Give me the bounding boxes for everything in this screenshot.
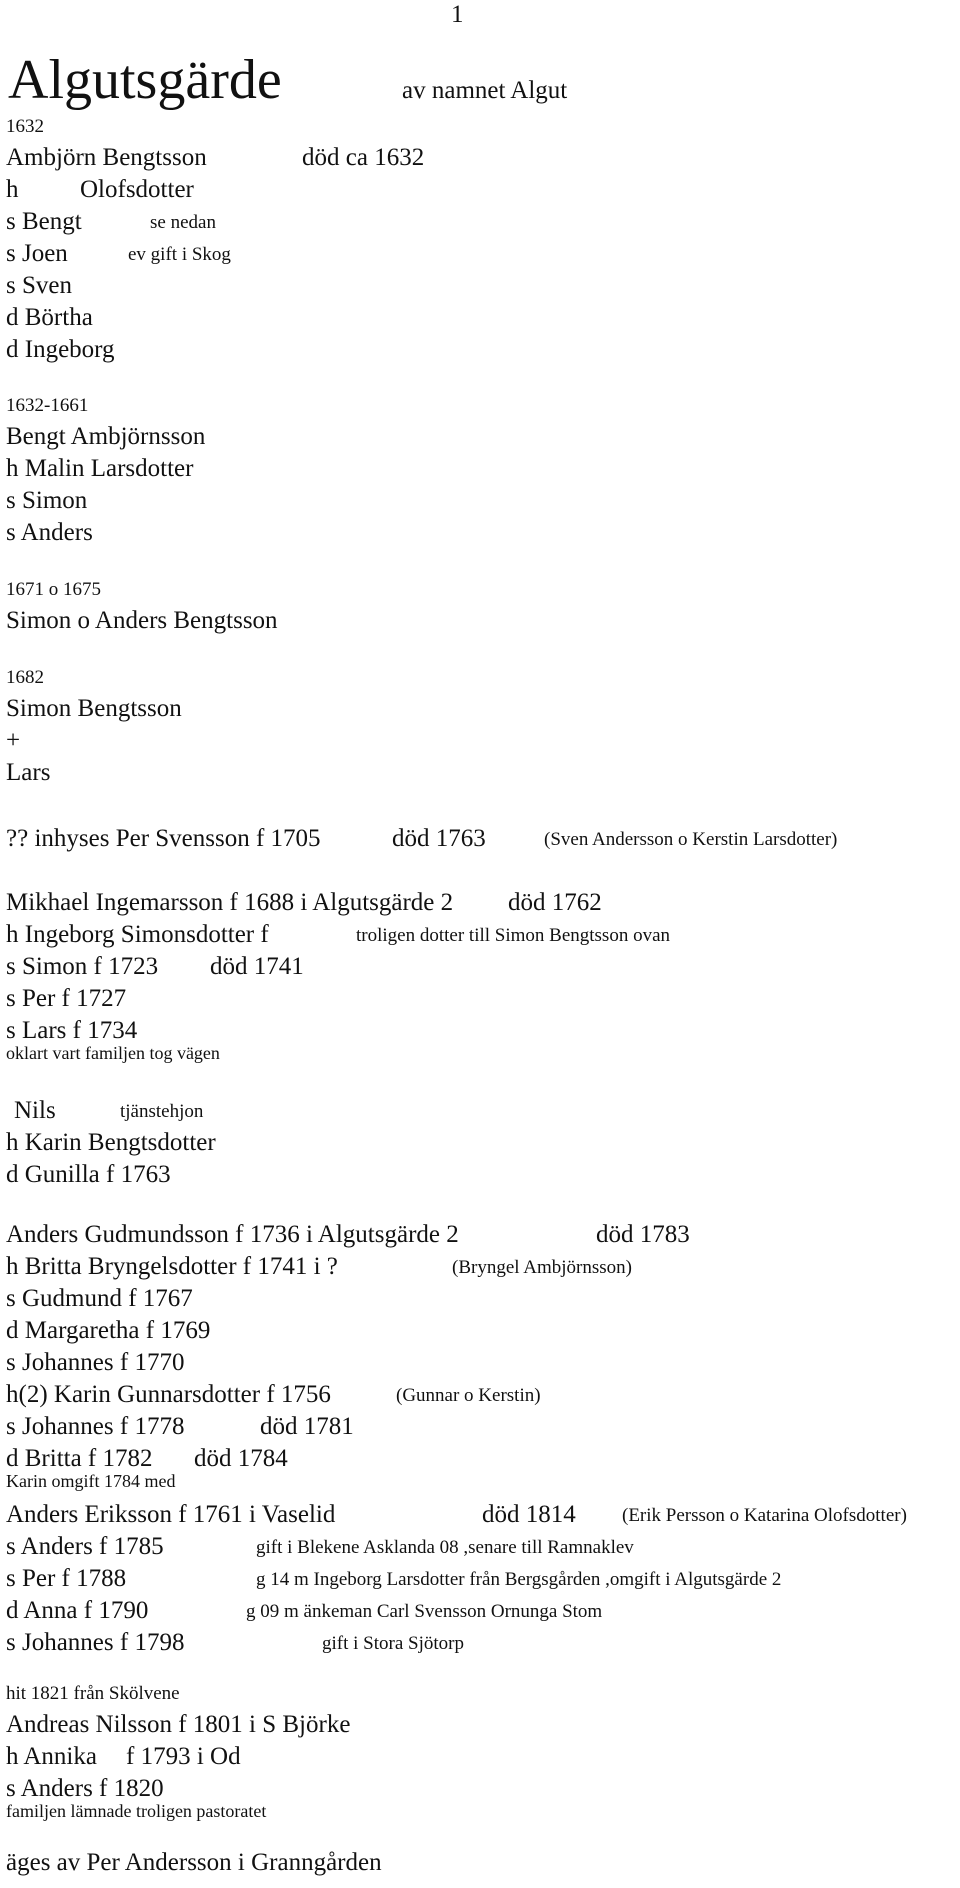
s10-l3: s Anders f 1820: [6, 1775, 164, 1802]
s4-l3: Lars: [6, 759, 51, 786]
s1-l7: d Ingeborg: [6, 336, 115, 363]
s6-l6: oklart vart familjen tog vägen: [6, 1043, 220, 1063]
s4-l2: +: [6, 727, 21, 754]
s2-l1: Bengt Ambjörnsson: [6, 423, 206, 450]
s7-l2: h Karin Bengtsdotter: [6, 1129, 216, 1156]
s8-l2-note: (Bryngel Ambjörnsson): [452, 1257, 632, 1278]
s6-l1: Mikhael Ingemarsson f 1688 i Algutsgärde 2: [6, 889, 454, 916]
s6-l3-death: död 1741: [210, 953, 304, 980]
s2-l4: s Anders: [6, 519, 93, 546]
s1-l6: d Börtha: [6, 304, 93, 331]
s8-l6: h(2) Karin Gunnarsdotter f 1756: [6, 1381, 331, 1408]
s1-l3-note: se nedan: [150, 212, 216, 233]
s9-l2-note: gift i Blekene Asklanda 08 ,senare till Ramnaklev: [256, 1537, 634, 1558]
s8-l9: Karin omgift 1784 med: [6, 1471, 176, 1491]
s9-l2: s Anders f 1785: [6, 1533, 164, 1560]
s8-l7-death: död 1781: [260, 1413, 354, 1440]
s5-l1: ?? inhyses Per Svensson f 1705: [6, 825, 321, 852]
s1-l5: s Sven: [6, 272, 72, 299]
s8-l7: s Johannes f 1778: [6, 1413, 185, 1440]
s1-l4: s Joen: [6, 240, 68, 267]
ownership-note: äges av Per Andersson i Granngården: [6, 1849, 382, 1876]
s8-l8: d Britta f 1782: [6, 1445, 153, 1472]
s1-l2: Olofsdotter: [80, 176, 194, 203]
s8-l2: h Britta Bryngelsdotter f 1741 i ?: [6, 1253, 338, 1280]
s1-l4-note: ev gift i Skog: [128, 244, 231, 265]
s7-l1: Nils: [14, 1097, 56, 1124]
s9-l3: s Per f 1788: [6, 1565, 127, 1592]
s5-l1-death: död 1763: [392, 825, 486, 852]
s6-l5: s Lars f 1734: [6, 1017, 138, 1044]
s1-l2-prefix: h: [6, 176, 19, 203]
s4-year: 1682: [6, 667, 44, 688]
title-origin-note: av namnet Algut: [402, 77, 568, 104]
s6-l4: s Per f 1727: [6, 985, 127, 1012]
s7-l1-note: tjänstehjon: [120, 1101, 204, 1122]
s9-l3-note: g 14 m Ingeborg Larsdotter från Bergsgården ,omgift i Algutsgärde 2: [256, 1569, 782, 1590]
s10-year: hit 1821 från Skölvene: [6, 1683, 180, 1704]
s9-l4: d Anna f 1790: [6, 1597, 149, 1624]
s9-l1-death: död 1814: [482, 1501, 576, 1528]
s6-l3: s Simon f 1723: [6, 953, 159, 980]
s3-l1: Simon o Anders Bengtsson: [6, 607, 278, 634]
s9-l5-note: gift i Stora Sjötorp: [322, 1633, 464, 1654]
s6-l1-death: död 1762: [508, 889, 602, 916]
page-title: Algutsgärde: [8, 49, 282, 111]
s1-l1: Ambjörn Bengtsson: [6, 144, 207, 171]
s4-l1: Simon Bengtsson: [6, 695, 182, 722]
s1-year: 1632: [6, 116, 44, 137]
s8-l1-death: död 1783: [596, 1221, 690, 1248]
s9-l1: Anders Eriksson f 1761 i Vaselid: [6, 1501, 336, 1528]
s8-l3: s Gudmund f 1767: [6, 1285, 193, 1312]
s10-l4: familjen lämnade troligen pastoratet: [6, 1801, 267, 1821]
page-number: 1: [451, 1, 464, 28]
s2-l2: h Malin Larsdotter: [6, 455, 194, 482]
s10-l1: Andreas Nilsson f 1801 i S Björke: [6, 1711, 351, 1738]
s9-l4-note: g 09 m änkeman Carl Svensson Ornunga Stom: [246, 1601, 603, 1622]
s1-l1-note: död ca 1632: [302, 144, 425, 171]
s1-l3: s Bengt: [6, 208, 82, 235]
s8-l8-death: död 1784: [194, 1445, 288, 1472]
s10-l2: h Annika: [6, 1743, 97, 1770]
s5-l1-parents: (Sven Andersson o Kerstin Larsdotter): [544, 829, 838, 850]
s8-l6-note: (Gunnar o Kerstin): [396, 1385, 541, 1406]
s7-l3: d Gunilla f 1763: [6, 1161, 171, 1188]
s6-l2-note: troligen dotter till Simon Bengtsson ovan: [356, 925, 671, 946]
s2-l3: s Simon: [6, 487, 88, 514]
s3-year: 1671 o 1675: [6, 579, 101, 600]
s9-l1-parents: (Erik Persson o Katarina Olofsdotter): [622, 1505, 907, 1526]
s6-l2: h Ingeborg Simonsdotter f: [6, 921, 269, 948]
s8-l4: d Margaretha f 1769: [6, 1317, 211, 1344]
s2-year: 1632-1661: [6, 395, 89, 416]
s10-l2-b: f 1793 i Od: [126, 1743, 241, 1770]
s8-l5: s Johannes f 1770: [6, 1349, 185, 1376]
s9-l5: s Johannes f 1798: [6, 1629, 185, 1656]
s8-l1: Anders Gudmundsson f 1736 i Algutsgärde 2: [6, 1221, 459, 1248]
